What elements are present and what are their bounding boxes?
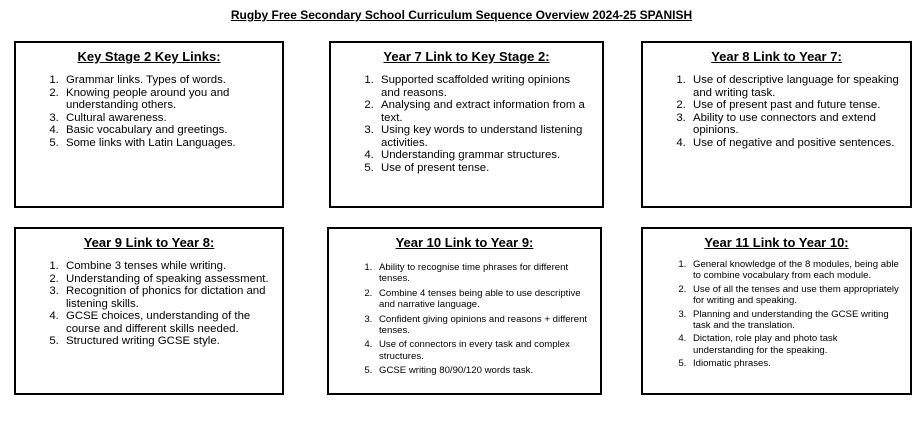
list-item: 4. Basic vocabulary and greetings. (62, 124, 272, 137)
list-item: 5. Structured writing GCSE style. (62, 335, 272, 348)
box-heading: Year 11 Link to Year 10: (704, 235, 849, 250)
links-list (643, 74, 909, 149)
list-item: 3. Confident giving opinions and reasons + different tenses. (375, 314, 590, 337)
list-item: 2. Combine 4 tenses being able to use descriptive and narrative language. (375, 288, 590, 311)
list-item: 5. Use of present tense. (377, 162, 592, 175)
year-7-box (329, 41, 604, 208)
list-item: 4. Use of negative and positive sentences. (689, 137, 899, 150)
list-item: 1. Supported scaffolded writing opinions and reasons. (377, 74, 592, 99)
links-list (16, 74, 282, 149)
list-item: 3. Ability to use connectors and extend opinions. (689, 112, 899, 137)
list-item: 4. Use of connectors in every task and complex structures. (375, 339, 590, 362)
box-heading: Year 10 Link to Year 9: (395, 235, 534, 250)
box-heading: Year 7 Link to Key Stage 2: (383, 49, 550, 64)
list-item: 3. Cultural awareness. (62, 112, 272, 125)
list-item: 5. GCSE writing 80/90/120 words task. (375, 365, 590, 376)
links-list (331, 74, 602, 174)
list-item: 2. Analysing and extract information from a text. (377, 99, 592, 124)
list-item: 2. Understanding of speaking assessment. (62, 273, 272, 286)
list-item: 1. General knowledge of the 8 modules, being able to combine vocabulary from each module. (689, 259, 899, 282)
links-list (643, 259, 909, 370)
list-item: 5. Some links with Latin Languages. (62, 137, 272, 150)
list-item: 1. Use of descriptive language for speaking and writing task. (689, 74, 899, 99)
list-item: 2. Use of all the tenses and use them appropriately for writing and speaking. (689, 284, 899, 307)
box-heading: Year 9 Link to Year 8: (83, 235, 215, 250)
list-item: 3. Planning and understanding the GCSE writing task and the translation. (689, 309, 899, 332)
page-title: Rugby Free Secondary School Curriculum Sequence Overview 2024-25 SPANISH (230, 8, 693, 22)
year-10-box (327, 227, 602, 395)
year-9-box (14, 227, 284, 395)
list-item: 4. Dictation, role play and photo task understanding for the speaking. (689, 333, 899, 356)
list-item: 4. Understanding grammar structures. (377, 149, 592, 162)
year-8-box (641, 41, 912, 208)
links-list (16, 260, 282, 348)
list-item: 1. Ability to recognise time phrases for different tenses. (375, 262, 590, 285)
list-item: 3. Recognition of phonics for dictation and listening skills. (62, 285, 272, 310)
year-11-box (641, 227, 912, 395)
list-item: 5. Idiomatic phrases. (689, 358, 899, 369)
list-item: 1. Combine 3 tenses while writing. (62, 260, 272, 273)
list-item: 1. Grammar links. Types of words. (62, 74, 272, 87)
key-stage-2-box (14, 41, 284, 208)
list-item: 2. Knowing people around you and understanding others. (62, 87, 272, 112)
list-item: 4. GCSE choices, understanding of the course and different skills needed. (62, 310, 272, 335)
box-heading: Year 8 Link to Year 7: (711, 49, 842, 64)
list-item: 3. Using key words to understand listening activities. (377, 124, 592, 149)
links-list (329, 262, 600, 377)
list-item: 2. Use of present past and future tense. (689, 99, 899, 112)
box-heading: Key Stage 2 Key Links: (77, 49, 221, 64)
